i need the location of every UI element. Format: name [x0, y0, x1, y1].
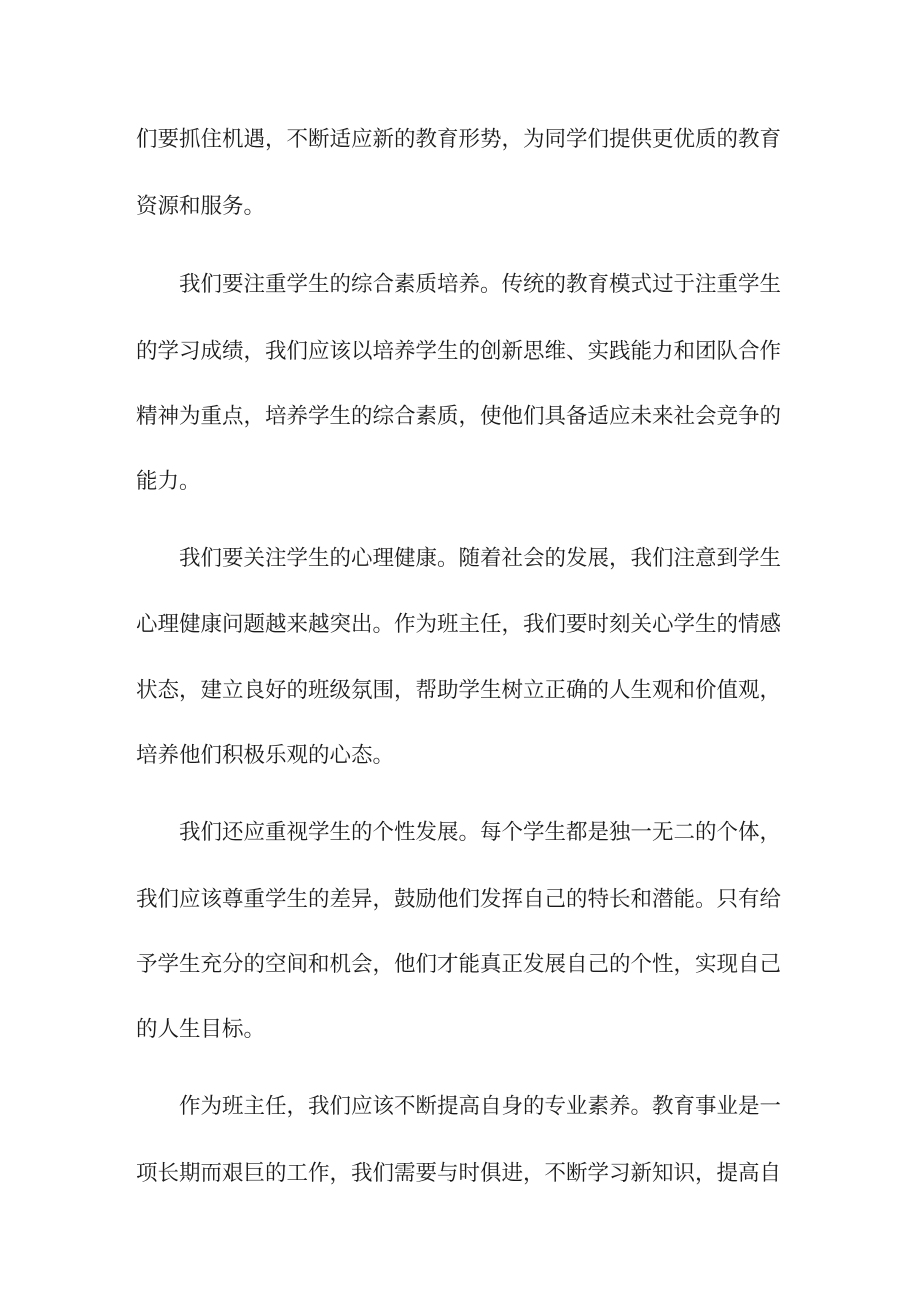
paragraph-line: 我们还应重视学生的个性发展。每个学生都是独一无二的个体， — [179, 820, 782, 845]
paragraph-line: 们要抓住机遇，不断适应新的教育形势，为同学们提供更优质的教育 — [136, 127, 782, 152]
paragraph-line: 的人生目标。 — [136, 1017, 266, 1042]
paragraph-line: 予学生充分的空间和机会，他们才能真正发展自己的个性，实现自己 — [136, 952, 782, 977]
paragraph-line: 培养他们积极乐观的心态。 — [136, 743, 395, 768]
paragraph-line: 能力。 — [136, 469, 201, 494]
paragraph-line: 作为班主任，我们应该不断提高自身的专业素养。教育事业是一 — [179, 1094, 782, 1119]
paragraph-line: 项长期而艰巨的工作，我们需要与时俱进，不断学习新知识，提高自 — [136, 1161, 782, 1186]
paragraph-line: 精神为重点，培养学生的综合素质，使他们具备适应未来社会竞争的 — [136, 404, 782, 429]
paragraph-line: 我们要关注学生的心理健康。随着社会的发展，我们注意到学生 — [179, 546, 782, 571]
paragraph-line: 我们要注重学生的综合素质培养。传统的教育模式过于注重学生 — [179, 272, 782, 297]
paragraph-line: 心理健康问题越来越突出。作为班主任，我们要时刻关心学生的情感 — [136, 612, 782, 637]
paragraph-line: 的学习成绩，我们应该以培养学生的创新思维、实践能力和团队合作 — [136, 339, 782, 364]
paragraph-line: 我们应该尊重学生的差异，鼓励他们发挥自己的特长和潜能。只有给 — [136, 887, 782, 912]
paragraph-line: 资源和服务。 — [136, 194, 266, 219]
paragraph-line: 状态，建立良好的班级氛围，帮助学生树立正确的人生观和价值观， — [136, 678, 782, 703]
